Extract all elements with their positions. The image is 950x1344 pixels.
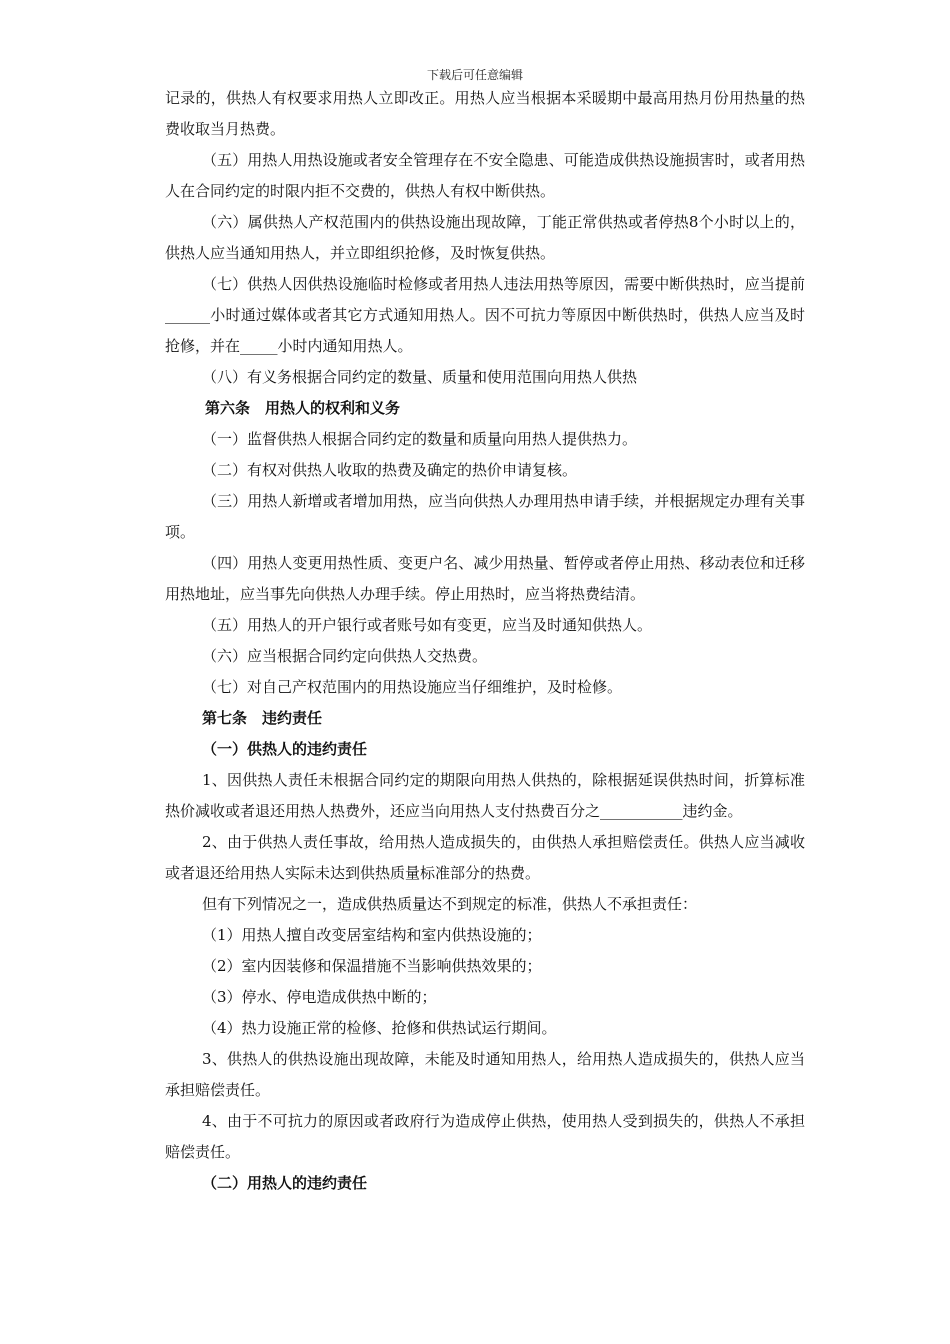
clause-6-7: （七）对自己产权范围内的用热设施应当仔细维护，及时检修。 xyxy=(202,678,623,696)
clause-6-3: （三）用热人新增或者增加用热，应当向供热人办理用热申请手续，并根据规定办理有关事项。 xyxy=(165,492,805,541)
clause-6-5: （五）用热人的开户银行或者账号如有变更，应当及时通知供热人。 xyxy=(202,616,653,634)
exemption-intro: 但有下列情况之一，造成供热质量达不到规定的标准，供热人不承担责任： xyxy=(202,895,698,913)
section-supplier-liability-heading: （一）供热人的违约责任 xyxy=(202,740,368,758)
exemption-item-3: （3）停水、停电造成供热中断的； xyxy=(202,988,437,1006)
document-body xyxy=(165,83,805,1199)
clause-6-1: （一）监督供热人根据合同约定的数量和质量向用热人提供热力。 xyxy=(202,430,638,448)
clause-5-8: （八）有义务根据合同约定的数量、质量和使用范围向用热人供热 xyxy=(202,368,638,386)
clause-6-4: （四）用热人变更用热性质、变更户名、减少用热量、暂停或者停止用热、移动表位和迁移用热地址，应当事先向供热人办理手续。停止用热时，应当将热费结清。 xyxy=(165,554,805,603)
page-header: 下载后可任意编辑 xyxy=(426,68,523,82)
exemption-item-2: （2）室内因装修和保温措施不当影响供热效果的； xyxy=(202,957,542,975)
article-6-heading: 第六条 用热人的权利和义务 xyxy=(205,399,401,417)
liability-item-1: 1、因供热人责任未根据合同约定的期限向用热人供热的，除根据延误供热时间，折算标准热价减收或者退还用热人热费外，还应当向用热人支付热费百分之___________违约金。 xyxy=(165,771,805,820)
exemption-item-4: （4）热力设施正常的检修、抢修和供热试运行期间。 xyxy=(202,1019,557,1037)
clause-5-7: （七）供热人因供热设施临时检修或者用热人违法用热等原因，需要中断供热时，应当提前______小时通过媒体或者其它方式通知用热人。因不可抗力等原因中断供热时，供热人应当及时抢修，并在_____小时内通知用热人。 xyxy=(165,275,805,355)
clause-6-2: （二）有权对供热人收取的热费及确定的热价申请复核。 xyxy=(202,461,578,479)
paragraph-continuation: 记录的，供热人有权要求用热人立即改正。用热人应当根据本采暖期中最高用热月份用热量的热费收取当月热费。 xyxy=(165,89,805,138)
liability-item-2: 2、由于供热人责任事故，给用热人造成损失的，由供热人承担赔偿责任。供热人应当减收或者退还给用热人实际未达到供热质量标准部分的热费。 xyxy=(165,833,805,882)
exemption-item-1: （1）用热人擅自改变居室结构和室内供热设施的； xyxy=(202,926,542,944)
liability-item-3: 3、供热人的供热设施出现故障，未能及时通知用热人，给用热人造成损失的，供热人应当承担赔偿责任。 xyxy=(165,1050,805,1099)
clause-6-6: （六）应当根据合同约定向供热人交热费。 xyxy=(202,647,488,665)
clause-5-6: （六）属供热人产权范围内的供热设施出现故障，丁能正常供热或者停热8个小时以上的，供热人应当通知用热人，并立即组织抢修，及时恢复供热。 xyxy=(165,213,805,262)
clause-5-5: （五）用热人用热设施或者安全管理存在不安全隐患、可能造成供热设施损害时，或者用热人在合同约定的时限内拒不交费的，供热人有权中断供热。 xyxy=(165,151,805,200)
section-user-liability-heading: （二）用热人的违约责任 xyxy=(202,1174,368,1192)
liability-item-4: 4、由于不可抗力的原因或者政府行为造成停止供热，使用热人受到损失的，供热人不承担赔偿责任。 xyxy=(165,1112,805,1161)
article-7-heading: 第七条 违约责任 xyxy=(202,709,323,727)
